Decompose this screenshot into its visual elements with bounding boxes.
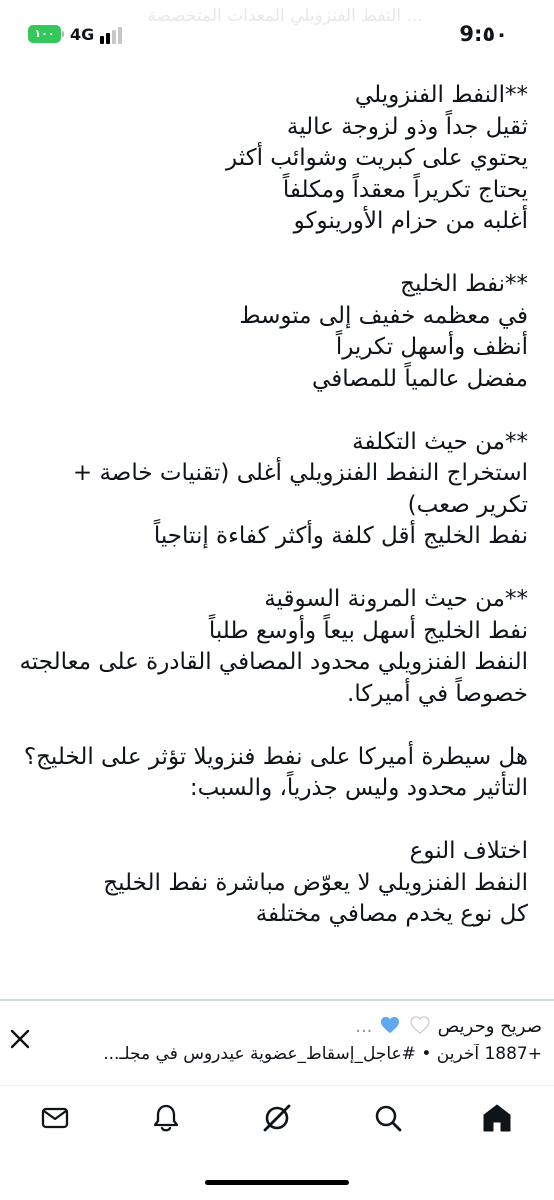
line: مفضل عالمياً للمصافي	[312, 365, 528, 392]
messages-icon[interactable]	[40, 1103, 70, 1133]
separator: •	[421, 1044, 432, 1064]
blue-heart-icon	[380, 1016, 400, 1034]
line: التأثير محدود وليس جذرياً، والسبب:	[189, 775, 528, 801]
line: ثقيل جداً وذو لزوجة عالية	[286, 113, 528, 140]
line: نفط الخليج أسهل بيعاً وأوسع طلباً	[208, 617, 528, 644]
line: **من حيث التكلفة	[352, 428, 528, 455]
post-text	[18, 80, 528, 931]
space-subtitle[interactable]	[72, 1044, 542, 1064]
space-hashtag: #عاجل_إسقاط_عضوية عيدروس في مجلـ...	[103, 1044, 416, 1064]
space-bar[interactable]	[0, 1001, 554, 1085]
network-label: 4G	[70, 25, 95, 44]
line: اختلاف النوع	[409, 838, 528, 864]
signal-icon	[100, 26, 126, 44]
line: **نفط الخليج	[400, 271, 528, 297]
space-title-row[interactable]	[62, 1016, 542, 1037]
line: **النفط الفنزويلي	[354, 82, 528, 108]
line: يحتاج تكريراً معقداً ومكلفاً	[282, 176, 528, 203]
line: أنظف وأسهل تكريراً	[335, 334, 528, 360]
line: نفط الخليج أقل كلفة وأكثر كفاءة إنتاجياً	[153, 523, 528, 549]
line: أغلبه من حزام الأورينوكو	[293, 208, 528, 234]
home-indicator	[205, 1180, 349, 1185]
line: استخراج النفط الفنزويلي أغلى (تقنيات خاصة + تكرير صعب)	[72, 460, 528, 518]
white-heart-icon	[410, 1016, 430, 1034]
line: في معظمه خفيف إلى متوسط	[239, 302, 528, 329]
status-ghost-text: ... النفط الفنزويلي المعدات المتخصصة	[147, 6, 423, 26]
close-icon[interactable]	[8, 1027, 32, 1051]
home-icon[interactable]	[482, 1103, 512, 1133]
search-icon[interactable]	[373, 1103, 403, 1133]
status-bar	[0, 0, 554, 68]
status-time: 9:٥٠	[459, 22, 508, 46]
more-dots: ...	[355, 1016, 373, 1037]
battery-tip	[62, 31, 64, 37]
battery-icon: ١٠٠	[28, 25, 61, 43]
line: **من حيث المرونة السوقية	[264, 586, 528, 612]
line: كل نوع يخدم مصافي مختلفة	[255, 901, 528, 927]
notifications-icon[interactable]	[151, 1103, 181, 1133]
space-listeners: +1887 آخرين	[436, 1044, 542, 1064]
line: هل سيطرة أميركا على نفط فنزويلا تؤثر على الخليج؟	[23, 743, 528, 770]
line: النفط الفنزويلي لا يعوّض مباشرة نفط الخليج	[103, 869, 528, 896]
line: يحتوي على كبريت وشوائب أكثر	[226, 145, 528, 171]
line: النفط الفنزويلي محدود المصافي القادرة على معالجته خصوصاً في أميركا.	[19, 649, 528, 707]
space-title: صريح وحريص	[437, 1016, 542, 1037]
grok-icon[interactable]	[262, 1103, 292, 1133]
